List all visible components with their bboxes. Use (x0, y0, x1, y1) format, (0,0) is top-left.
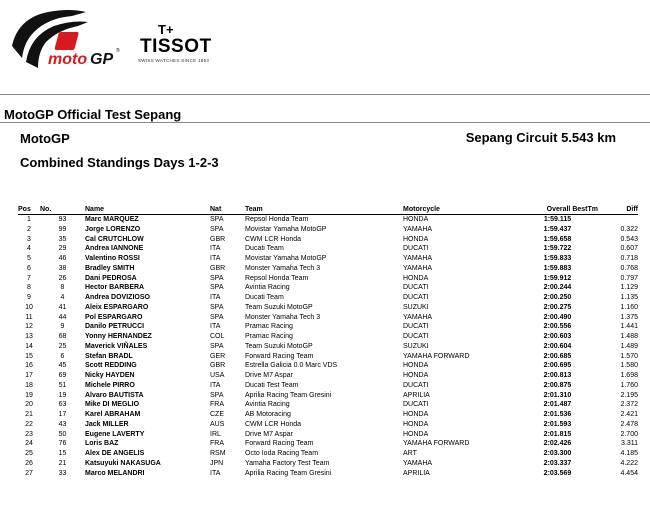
row-nat: SPA (210, 284, 224, 292)
row-diff: 1.580 (620, 362, 638, 370)
row-diff: 2.478 (620, 420, 638, 428)
row-diff: 2.195 (620, 391, 638, 399)
row-name: Maverick VIÑALES (85, 342, 148, 350)
row-best-time: 2:03.337 (543, 459, 572, 467)
row-team: Pramac Racing (245, 333, 293, 340)
row-diff: 2.372 (620, 401, 638, 409)
row-diff: 1.375 (620, 313, 638, 321)
row-number: 50 (58, 430, 67, 438)
row-number: 4 (60, 294, 65, 301)
row-team: Ducati Team (245, 294, 284, 301)
row-pos: 2 (27, 225, 31, 233)
row-nat: SPA (210, 342, 224, 350)
row-pos: 27 (25, 469, 33, 477)
row-motorcycle: HONDA (403, 362, 429, 370)
row-team: Forward Racing Team (245, 352, 314, 360)
row-team: Ducati Team (245, 245, 284, 253)
row-diff: 1.135 (620, 294, 638, 301)
row-nat: USA (210, 372, 225, 379)
table-row (18, 225, 638, 235)
table-row (18, 459, 638, 469)
row-best-time: 2:00.875 (543, 381, 572, 389)
row-pos: 17 (25, 372, 33, 379)
row-nat: SPA (210, 303, 224, 311)
row-motorcycle: ART (403, 450, 417, 457)
row-best-time: 2:03.300 (543, 450, 572, 457)
standings-subtitle: Combined Standings Days 1-2-3 (20, 155, 219, 170)
circuit-label: Sepang Circuit 5.543 km (465, 130, 616, 145)
row-nat: GBR (210, 264, 226, 272)
row-diff: 0.322 (620, 225, 638, 233)
row-nat: FRA (210, 440, 224, 448)
row-nat: RSM (210, 450, 226, 457)
row-number: 69 (58, 372, 67, 379)
header-divider-bottom (0, 122, 650, 123)
row-name: Danilo PETRUCCI (85, 323, 145, 331)
row-pos: 19 (25, 391, 33, 399)
row-best-time: 2:00.603 (543, 333, 572, 340)
table-row (18, 313, 638, 323)
row-best-time: 2:03.569 (543, 469, 572, 477)
row-number: 25 (58, 342, 67, 350)
table-row (18, 430, 638, 440)
row-pos: 21 (25, 411, 33, 418)
row-diff: 0.718 (620, 255, 638, 262)
row-pos: 11 (25, 313, 33, 321)
row-motorcycle: YAMAHA (403, 264, 433, 272)
col-pos: Pos (18, 205, 40, 215)
row-motorcycle: DUCATI (403, 294, 429, 301)
row-name: Loris BAZ (85, 440, 119, 448)
row-team: Pramac Racing (245, 323, 293, 331)
row-number: 68 (58, 333, 67, 340)
row-team: Repsol Honda Team (245, 274, 309, 282)
row-team: Aprilia Racing Team Gresini (245, 469, 332, 477)
row-team: Avintia Racing (245, 401, 290, 409)
row-pos: 24 (25, 440, 33, 448)
row-name: Marc MARQUEZ (85, 216, 139, 223)
row-name: Hector BARBERA (85, 284, 145, 292)
row-number: 17 (58, 411, 67, 418)
row-name: Cal CRUTCHLOW (85, 235, 144, 243)
tissot-tagline: SWISS WATCHES SINCE 1853 (138, 58, 210, 63)
row-nat: ITA (210, 323, 221, 331)
row-number: 46 (58, 255, 67, 262)
table-row (18, 361, 638, 371)
row-team: Forward Racing Team (245, 440, 314, 448)
table-row (18, 371, 638, 381)
row-team: Movistar Yamaha MotoGP (245, 255, 327, 262)
row-name: Alex DE ANGELIS (85, 450, 145, 457)
row-nat: SPA (210, 225, 224, 233)
row-best-time: 1:59.722 (543, 245, 572, 253)
row-pos: 4 (27, 245, 31, 253)
row-number: 29 (58, 245, 67, 253)
row-diff: 1.698 (620, 372, 638, 379)
row-motorcycle: DUCATI (403, 401, 429, 409)
row-number: 38 (58, 264, 67, 272)
row-team: Octo Ioda Racing Team (245, 450, 319, 457)
row-name: Katsuyuki NAKASUGA (85, 459, 161, 467)
row-name: Valentino ROSSI (85, 255, 140, 262)
col-best-time: Overall BestTm (493, 205, 598, 215)
row-pos: 26 (25, 459, 33, 467)
row-nat: GBR (210, 235, 226, 243)
row-nat: GER (210, 352, 226, 360)
row-number: 63 (58, 401, 67, 409)
row-name: Pol ESPARGARO (85, 313, 143, 321)
row-diff: 2.421 (620, 411, 638, 418)
row-number: 35 (58, 235, 67, 243)
table-row (18, 449, 638, 459)
table-row (18, 332, 638, 342)
row-diff: 1.160 (620, 303, 638, 311)
row-team: Aprilia Racing Team Gresini (245, 391, 332, 399)
row-nat: GBR (210, 362, 226, 370)
row-motorcycle: DUCATI (403, 245, 429, 253)
row-pos: 3 (27, 235, 31, 243)
table-row (18, 274, 638, 284)
row-number: 99 (58, 225, 67, 233)
row-best-time: 1:59.833 (543, 255, 572, 262)
table-row (18, 322, 638, 332)
row-diff: 4.185 (620, 450, 638, 457)
row-best-time: 2:00.275 (543, 303, 572, 311)
row-nat: JPN (210, 459, 224, 467)
row-nat: COL (210, 333, 225, 340)
row-best-time: 2:01.310 (543, 391, 572, 399)
row-best-time: 2:01.593 (543, 420, 572, 428)
row-best-time: 2:00.250 (543, 294, 572, 301)
table-row (18, 420, 638, 430)
row-team: CWM LCR Honda (245, 235, 302, 243)
row-best-time: 1:59.115 (543, 216, 572, 223)
row-diff: 1.488 (620, 333, 638, 340)
category-label: MotoGP (20, 131, 70, 146)
row-team: Drive M7 Aspar (245, 372, 293, 379)
row-name: Dani PEDROSA (85, 274, 137, 282)
header-divider (0, 94, 650, 95)
row-motorcycle: HONDA (403, 372, 429, 379)
row-motorcycle: APRILIA (403, 391, 430, 399)
row-pos: 10 (25, 303, 33, 311)
row-nat: SPA (210, 391, 224, 399)
row-motorcycle: APRILIA (403, 469, 430, 477)
table-row (18, 400, 638, 410)
row-team: Team Suzuki MotoGP (245, 303, 313, 311)
table-row (18, 352, 638, 362)
row-team: Avintia Racing (245, 284, 290, 292)
row-motorcycle: HONDA (403, 430, 429, 438)
row-motorcycle: HONDA (403, 420, 429, 428)
row-name: Andrea DOVIZIOSO (85, 294, 150, 301)
row-name: Marco MELANDRI (85, 469, 145, 477)
row-number: 44 (58, 313, 67, 321)
row-nat: SPA (210, 274, 224, 282)
row-motorcycle: HONDA (403, 235, 429, 243)
row-diff: 4.222 (620, 459, 638, 467)
row-pos: 12 (25, 323, 33, 331)
row-name: Andrea IANNONE (85, 245, 144, 253)
row-nat: SPA (210, 313, 224, 321)
row-name: Jorge LORENZO (85, 225, 141, 233)
table-header-row (18, 205, 638, 215)
table-row (18, 391, 638, 401)
row-team: Drive M7 Aspar (245, 430, 293, 438)
table-row (18, 254, 638, 264)
row-number: 26 (58, 274, 67, 282)
row-number: 51 (58, 381, 67, 389)
tissot-symbol-icon: T+ (158, 22, 174, 37)
row-nat: IRL (210, 430, 221, 438)
col-no: No. (40, 205, 85, 215)
row-motorcycle: YAMAHA (403, 459, 433, 467)
row-team: Monster Yamaha Tech 3 (245, 313, 321, 321)
row-diff (598, 215, 638, 225)
row-motorcycle: DUCATI (403, 333, 429, 340)
row-diff: 0.797 (620, 274, 638, 282)
row-diff: 1.489 (620, 342, 638, 350)
row-name: Jack MILLER (85, 420, 129, 428)
col-name: Name (85, 205, 210, 215)
row-best-time: 2:00.604 (543, 342, 572, 350)
row-number: 76 (58, 440, 67, 448)
row-name: Karel ABRAHAM (85, 411, 141, 418)
table-row (18, 283, 638, 293)
row-best-time: 2:00.244 (543, 284, 572, 292)
row-diff: 1.129 (620, 284, 638, 292)
standings-rows (18, 215, 638, 479)
row-nat: ITA (210, 255, 221, 262)
row-pos: 20 (25, 401, 33, 409)
table-row (18, 410, 638, 420)
table-row (18, 293, 638, 303)
row-number: 41 (58, 303, 67, 311)
row-best-time: 2:00.685 (543, 352, 572, 360)
row-pos: 6 (27, 264, 31, 272)
row-pos: 16 (25, 362, 33, 370)
row-best-time: 2:00.813 (543, 372, 572, 379)
row-motorcycle: SUZUKI (403, 342, 429, 350)
standings-table (18, 205, 638, 478)
table-row (18, 303, 638, 313)
row-motorcycle: YAMAHA FORWARD (403, 440, 470, 448)
row-team: CWM LCR Honda (245, 420, 302, 428)
row-pos: 22 (25, 420, 33, 428)
row-nat: AUS (210, 420, 225, 428)
row-nat: CZE (210, 411, 224, 418)
row-diff: 0.607 (620, 245, 638, 253)
row-motorcycle: YAMAHA (403, 313, 433, 321)
row-diff: 1.441 (620, 323, 638, 331)
row-nat: SPA (210, 216, 224, 223)
row-pos: 15 (25, 352, 33, 360)
row-name: Stefan BRADL (85, 352, 133, 360)
row-pos: 18 (25, 381, 33, 389)
table-row (18, 235, 638, 245)
row-motorcycle: DUCATI (403, 284, 429, 292)
row-nat: ITA (210, 469, 221, 477)
table-row (18, 342, 638, 352)
row-number: 21 (58, 459, 67, 467)
row-number: 45 (58, 362, 67, 370)
row-motorcycle: DUCATI (403, 323, 429, 331)
row-pos: 9 (27, 294, 31, 301)
row-motorcycle: HONDA (403, 216, 429, 223)
row-motorcycle: YAMAHA FORWARD (403, 352, 470, 360)
row-number: 19 (58, 391, 67, 399)
row-best-time: 1:59.437 (543, 225, 572, 233)
table-row (18, 469, 638, 479)
row-number: 43 (58, 420, 67, 428)
row-best-time: 2:00.556 (543, 323, 572, 331)
col-nat: Nat (210, 205, 245, 215)
row-number: 8 (60, 284, 65, 292)
svg-text:GP: GP (90, 51, 114, 68)
row-best-time: 2:01.536 (543, 411, 572, 418)
row-team: Movistar Yamaha MotoGP (245, 225, 327, 233)
row-pos: 7 (27, 274, 31, 282)
col-motorcycle: Motorcycle (403, 205, 493, 215)
row-best-time: 2:01.815 (543, 430, 572, 438)
row-motorcycle: HONDA (403, 411, 429, 418)
row-number: 6 (60, 352, 65, 360)
row-number: 9 (60, 323, 65, 331)
table-row (18, 215, 638, 225)
row-motorcycle: DUCATI (403, 381, 429, 389)
row-motorcycle: YAMAHA (403, 225, 433, 233)
col-diff: Diff (598, 205, 638, 215)
row-name: Bradley SMITH (85, 264, 135, 272)
row-pos: 14 (25, 342, 33, 350)
row-team: Ducati Test Team (245, 381, 299, 389)
row-pos: 23 (25, 430, 33, 438)
row-nat: ITA (210, 294, 221, 301)
row-diff: 0.543 (620, 235, 638, 243)
row-name: Aleix ESPARGARO (85, 303, 149, 311)
row-team: Monster Yamaha Tech 3 (245, 264, 321, 272)
row-name: Eugene LAVERTY (85, 430, 145, 438)
row-pos: 8 (27, 284, 31, 292)
event-title: MotoGP Official Test Sepang (4, 107, 182, 122)
row-nat: ITA (210, 245, 221, 253)
row-diff: 1.760 (620, 381, 638, 389)
row-number: 93 (58, 216, 67, 223)
row-nat: FRA (210, 401, 224, 409)
table-row (18, 244, 638, 254)
tissot-logo: TISSOT (140, 36, 212, 57)
row-team: Repsol Honda Team (245, 216, 309, 223)
row-name: Nicky HAYDEN (85, 372, 135, 379)
row-team: Team Suzuki MotoGP (245, 342, 313, 350)
row-nat: ITA (210, 381, 221, 389)
row-diff: 4.454 (620, 469, 638, 477)
row-best-time: 2:00.490 (543, 313, 572, 321)
row-pos: 13 (25, 333, 33, 340)
row-best-time: 2:00.695 (543, 362, 572, 370)
row-pos: 25 (25, 450, 33, 457)
table-row (18, 439, 638, 449)
row-best-time: 1:59.658 (543, 235, 572, 243)
table-row (18, 381, 638, 391)
col-team: Team (245, 205, 403, 215)
row-diff: 1.570 (620, 352, 638, 360)
row-pos: 1 (27, 216, 31, 223)
row-team: Yamaha Factory Test Team (245, 459, 330, 467)
row-name: Alvaro BAUTISTA (85, 391, 144, 399)
row-best-time: 1:59.883 (543, 264, 572, 272)
row-name: Michele PIRRO (85, 381, 135, 389)
motogp-logo (8, 6, 128, 78)
row-best-time: 2:02.426 (543, 440, 572, 448)
row-name: Yonny HERNANDEZ (85, 333, 152, 340)
row-diff: 0.768 (620, 264, 638, 272)
row-name: Mike DI MEGLIO (85, 401, 140, 409)
row-pos: 5 (27, 255, 31, 262)
row-diff: 3.311 (621, 440, 638, 448)
row-number: 33 (58, 469, 67, 477)
row-team: Estrella Galicia 0.0 Marc VDS (245, 362, 338, 370)
row-number: 15 (58, 450, 67, 457)
row-best-time: 2:01.487 (543, 401, 572, 409)
svg-text:moto: moto (48, 51, 88, 68)
table-row (18, 264, 638, 274)
row-motorcycle: SUZUKI (403, 303, 429, 311)
row-name: Scott REDDING (85, 362, 137, 370)
row-motorcycle: HONDA (403, 274, 429, 282)
row-diff: 2.700 (620, 430, 638, 438)
svg-text:®: ® (116, 48, 120, 54)
row-motorcycle: YAMAHA (403, 255, 433, 262)
row-best-time: 1:59.912 (543, 274, 572, 282)
row-team: AB Motoracing (245, 411, 291, 418)
